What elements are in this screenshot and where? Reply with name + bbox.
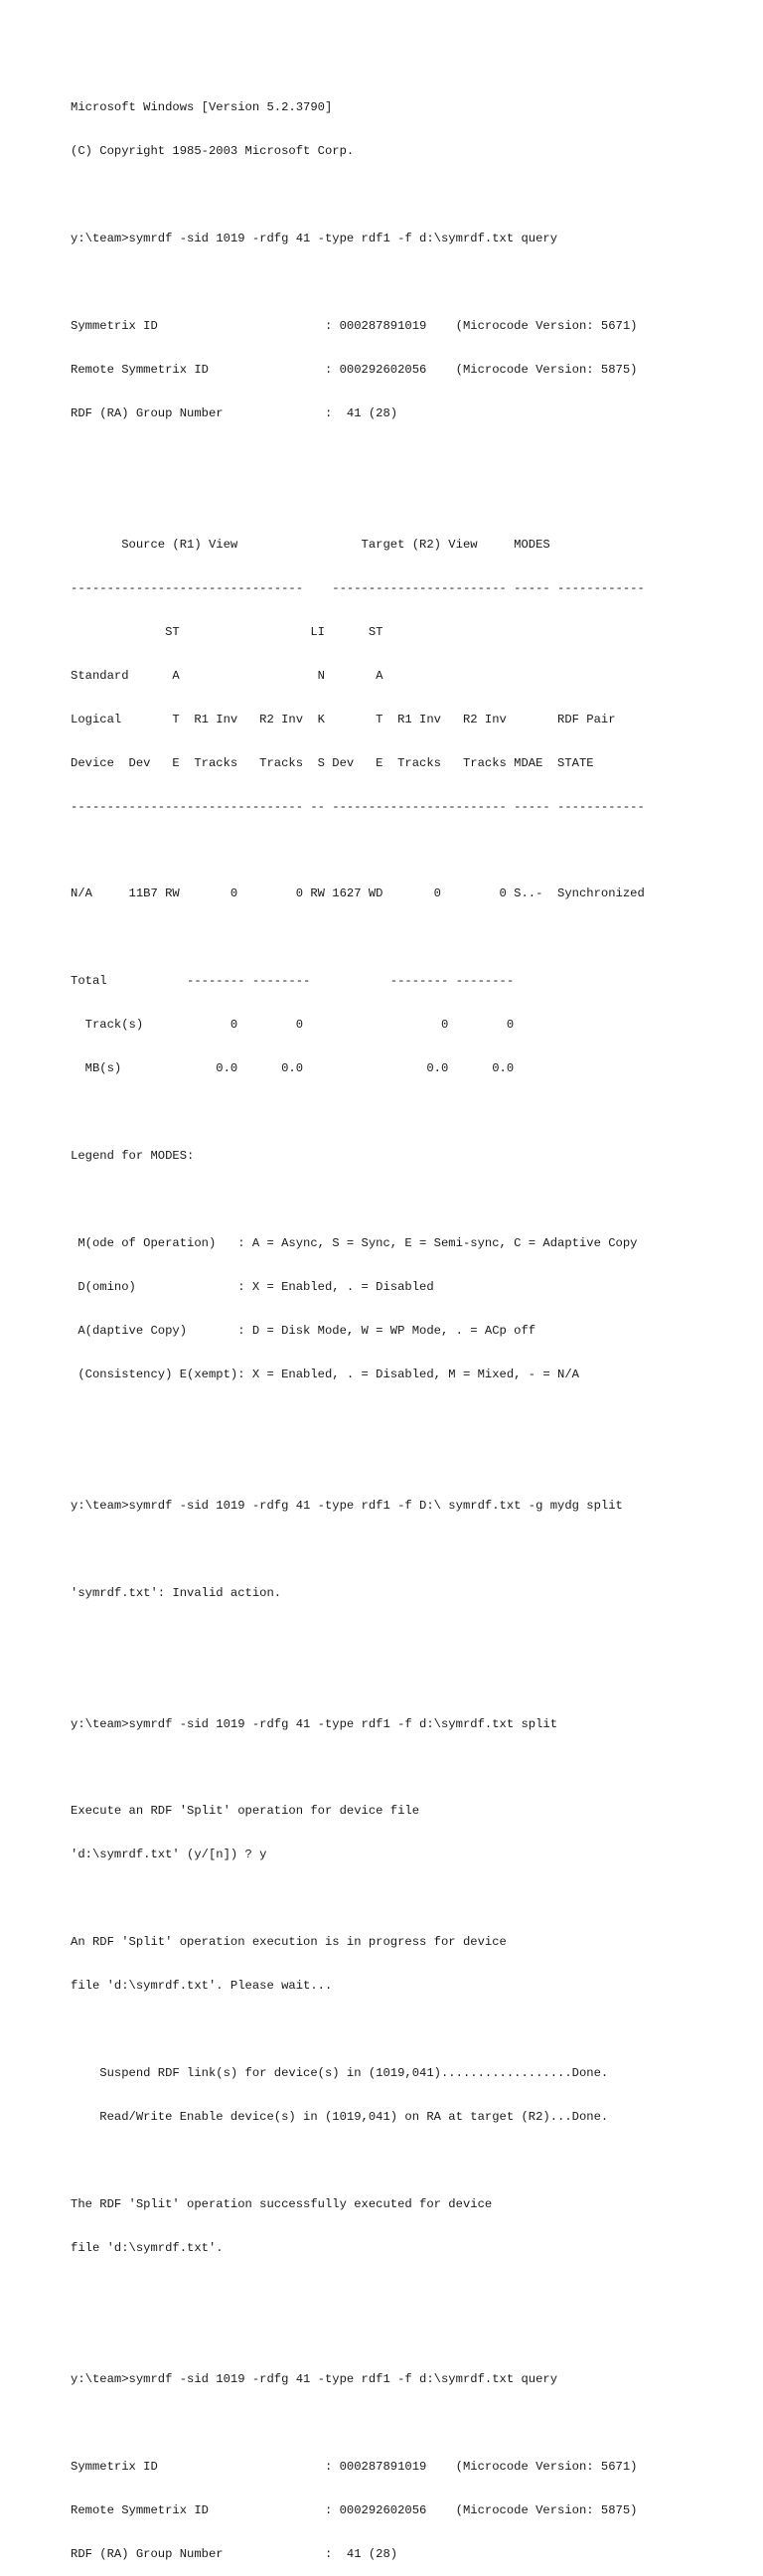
blank-line: [71, 1411, 756, 1426]
blank-line: [71, 2416, 756, 2431]
blank-line: [71, 275, 756, 290]
totals-tracks-row: Track(s) 0 0 0 0: [71, 1018, 515, 1033]
banner-copyright-line: (C) Copyright 1985-2003 Microsoft Corp.: [71, 144, 355, 159]
command-line-split-mydg: y:\team>symrdf -sid 1019 -rdfg 41 -type rdf1 -f D:\ symrdf.txt -g mydg split: [71, 1498, 623, 1513]
command-line-query: y:\team>symrdf -sid 1019 -rdfg 41 -type rdf1 -f d:\symrdf.txt query: [71, 232, 558, 246]
success-message-line-2: file 'd:\symrdf.txt'.: [71, 2241, 224, 2256]
console-output: [71, 72, 756, 2576]
legend-title: Legend for MODES:: [71, 1149, 195, 1164]
command-line-query-2: y:\team>symrdf -sid 1019 -rdfg 41 -type rdf1 -f d:\symrdf.txt query: [71, 2371, 558, 2386]
remote-symmetrix-id-line-2: Remote Symmetrix ID : 000292602056 (Microcode Version: 5875): [71, 2502, 638, 2517]
read-write-enable-status-line: Read/Write Enable device(s) in (1019,041) on RA at target (R2)...Done.: [71, 2110, 609, 2125]
rdf-group-number-line: RDF (RA) Group Number : 41 (28): [71, 405, 398, 420]
blank-line: [71, 1105, 756, 1120]
blank-line: [71, 1674, 756, 1689]
progress-message-line-2: file 'd:\symrdf.txt'. Please wait...: [71, 1979, 333, 1994]
blank-line: [71, 1193, 756, 1208]
remote-symmetrix-id-line: Remote Symmetrix ID : 000292602056 (Microcode Version: 5875): [71, 363, 638, 378]
suspend-status-line: Suspend RDF link(s) for device(s) in (1019,041)..................Done.: [71, 2066, 609, 2081]
table-row: N/A 11B7 RW 0 0 RW 1627 WD 0 0 S..- Synchronized: [71, 886, 645, 901]
symmetrix-id-line: Symmetrix ID : 000287891019 (Microcode Version: 5671): [71, 319, 638, 334]
rdf-group-number-line-2: RDF (RA) Group Number : 41 (28): [71, 2546, 398, 2561]
blank-line: [71, 1630, 756, 1645]
totals-mb-row: MB(s) 0.0 0.0 0.0 0.0: [71, 1061, 515, 1076]
legend-adaptive-copy-line: A(daptive Copy) : D = Disk Mode, W = WP Mode, . = ACp off: [71, 1324, 536, 1338]
error-message-line: 'symrdf.txt': Invalid action.: [71, 1585, 282, 1600]
table-header-row-4: Device Dev E Tracks Tracks S Dev E Tracks Tracks MDAE STATE: [71, 755, 594, 770]
totals-divider: Total -------- -------- -------- --------: [71, 974, 515, 989]
blank-line: [71, 1761, 756, 1776]
blank-line: [71, 2154, 756, 2169]
blank-line: [71, 494, 756, 509]
blank-line: [71, 450, 756, 465]
blank-line: [71, 2285, 756, 2300]
blank-line: [71, 1891, 756, 1906]
blank-line: [71, 2329, 756, 2343]
table-divider: -------------------------------- ------------------------ ----- ------------: [71, 580, 645, 595]
blank-line: [71, 1455, 756, 1470]
symmetrix-id-line-2: Symmetrix ID : 000287891019 (Microcode Version: 5671): [71, 2459, 638, 2474]
blank-line: [71, 2022, 756, 2037]
progress-message-line-1: An RDF 'Split' operation execution is in progress for device: [71, 1935, 507, 1950]
success-message-line-1: The RDF 'Split' operation successfully executed for device: [71, 2197, 493, 2212]
legend-consistency-line: (Consistency) E(xempt): X = Enabled, . = Disabled, M = Mixed, - = N/A: [71, 1367, 579, 1381]
banner-version-line: Microsoft Windows [Version 5.2.3790]: [71, 100, 333, 115]
table-divider: -------------------------------- -- ------------------------ ----- ------------: [71, 799, 645, 814]
legend-mode-line: M(ode of Operation) : A = Async, S = Sync, E = Semi-sync, C = Adaptive Copy: [71, 1236, 638, 1251]
table-view-header: Source (R1) View Target (R2) View MODES: [71, 537, 550, 552]
table-header-row-1: ST LI ST: [71, 624, 383, 639]
blank-line: [71, 844, 756, 859]
split-prompt-line-2: 'd:\symrdf.txt' (y/[n]) ? y: [71, 1848, 267, 1862]
split-prompt-line-1: Execute an RDF 'Split' operation for device file: [71, 1804, 420, 1819]
table-header-row-3: Logical T R1 Inv R2 Inv K T R1 Inv R2 Inv RDF Pair: [71, 712, 616, 726]
blank-line: [71, 1542, 756, 1557]
blank-line: [71, 930, 756, 945]
blank-line: [71, 188, 756, 203]
table-header-row-2: Standard A N A: [71, 668, 383, 683]
legend-domino-line: D(omino) : X = Enabled, . = Disabled: [71, 1280, 434, 1295]
command-line-split: y:\team>symrdf -sid 1019 -rdfg 41 -type rdf1 -f d:\symrdf.txt split: [71, 1716, 558, 1731]
